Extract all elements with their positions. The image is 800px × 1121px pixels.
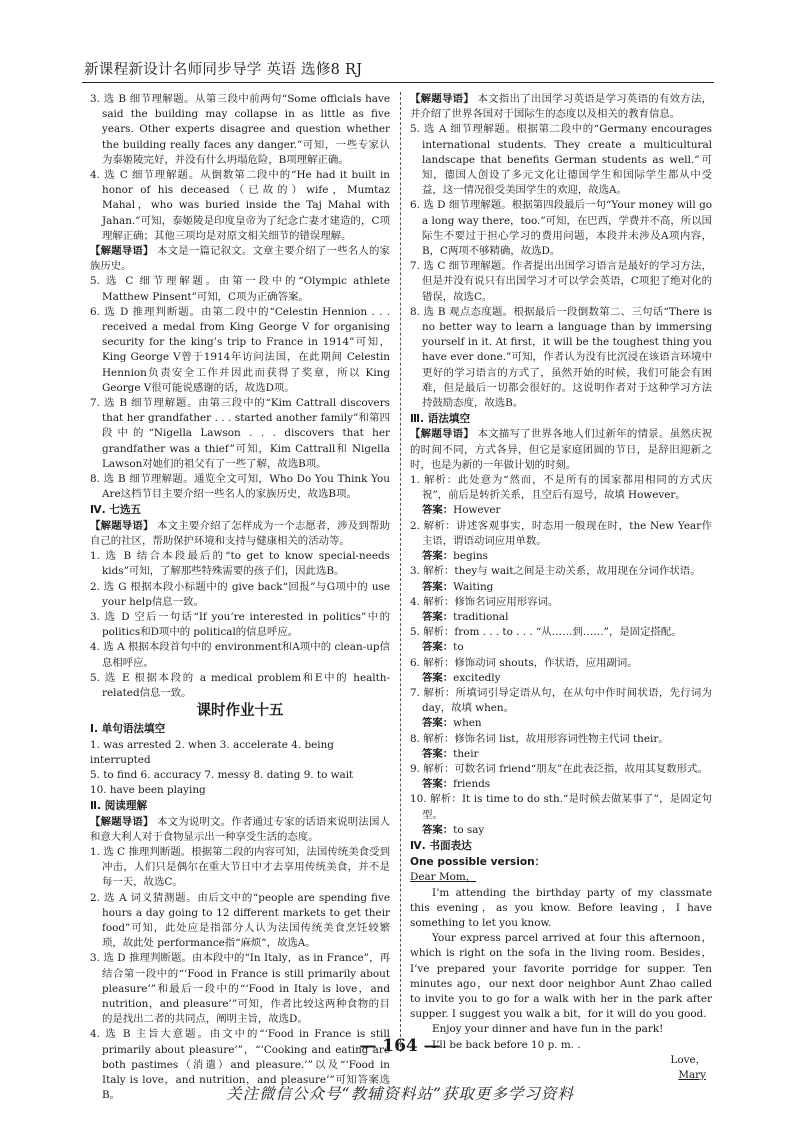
header-rule [82, 82, 714, 83]
answer-label: 答案： [422, 747, 454, 760]
letter-paragraph: Your express parcel arrived at four this afternoon，which is right on the sofa in the living room. Besides，I’ve prepared your favorite porridge for supper. Ten minutes ago，our next door neighbor Aunt Zhao called to invite you to go for a walk with her in the park after supper. I suggest you walk a bit，for it will do you good. [410, 932, 712, 1021]
grammar-explanation: 6. 解析：修饰动词 shouts，作状语，应用副词。 [410, 656, 638, 669]
answer-item: 3. 选 B 细节理解题。从第三段中前两句“Some officials have said the building may collapse in as little as five years. Other experts disagree and question whether the building really faces any danger.”可知，一些专家认为泰姬陵完好，并没有什么坍塌危险，B项理解正确。 [90, 93, 390, 166]
answer-item: 2. 选 A 词义猜测题。由后文中的“people are spending five hours a day going to 12 different markets to get their food”可知，此处应是指部分人认为法国传统美食烹饪较繁琐，故此处 performance指“麻烦”，故选A。 [90, 891, 390, 950]
guide-text: 本文是一篇记叙文。文章主要介绍了一些名人的家族历史。 [90, 245, 390, 273]
letter-greeting-text: Dear Mom， [410, 871, 477, 884]
grammar-explanation: 8. 解析：修饰名词 list，故用形容词性物主代词 their。 [410, 732, 669, 745]
answer-item: 5. 选 A 细节理解题。根据第二段中的“Germany encourages international students. They create a multicultural landscape that benefits German students as well.”可知，德国人创设了多元文化让德国学生和国际学生都从中受益，这一情况很受美国学生的欢迎，故选A。 [410, 123, 712, 197]
answer-item: 8. 选 B 细节理解题。通览全文可知，Who Do You Think You Are这档节目主要介绍一些名人的家族历史，故选B项。 [90, 473, 390, 501]
version-label: One possible version： [410, 856, 546, 869]
answer-value: begins [453, 550, 488, 563]
answer-label: 答案： [422, 550, 454, 563]
answer-value: Waiting [453, 580, 494, 593]
answer-item: 8. 选 B 观点态度题。根据最后一段倒数第二、三句话“There is no better way to learn a language than by immersing yourself in it. At first，it will be the toughest thing you have ever done.”可知，作者认为没有比沉浸在该语言环境中更好的学习语言的方式了，虽然开始的时候，我们可能会有困难，但是最后一切都会很好的。这说明作者对于这种学习方法持鼓励态度，故选B。 [410, 305, 712, 410]
answer-item: 2. 选 G 根据本段小标题中的 give back“回报”与G项中的 use your help信息一致。 [90, 580, 390, 608]
grammar-explanation: 4. 解析：修饰名词应用形容词。 [410, 595, 559, 608]
grammar-answer [410, 503, 712, 518]
letter-paragraph: I’m attending the birthday party of my classmate this evening，as you know. Before leaving，I have something to let you know. [410, 886, 712, 929]
answer-value: to [453, 641, 464, 654]
letter-signature-text: Mary [678, 1069, 706, 1081]
guide-note [90, 244, 390, 274]
grammar-answer [410, 549, 712, 564]
grammar-explanation: 9. 解析：可数名词 friend“朋友”在此表泛指，故用其复数形式。 [410, 762, 708, 775]
letter-paragraph: I’ll be back before 10 p. m. . [432, 1038, 581, 1051]
grammar-answer [410, 671, 712, 686]
grammar-answer [410, 640, 712, 655]
column-divider [400, 92, 401, 1052]
guide-label: 【解题导语】 [90, 519, 154, 532]
section-heading: Ⅳ. 书面表达 [410, 839, 472, 852]
grammar-explanation: 10. 解析：It is time to do sth.“是时候去做某事了”，是固定句型。 [410, 793, 712, 821]
guide-text: 本文为说明文。作者通过专家的话语来说明法国人和意大利人对于食物显示出一种享受生活的态度。 [90, 815, 390, 843]
guide-label: 【解题导语】 [90, 815, 154, 828]
guide-note [410, 92, 712, 122]
answer-item: 4. 选 C 细节理解题。从倒数第二段中的“He had it built in honor of his deceased（已故的）wife，Mumtaz Mahal，who was buried inside the Taj Mahal with Jahan.”可知，泰姬陵是印度皇帝为了纪念亡妻才建造的，C项理解正确；其他三项均是对原文相关细节的错误理解。 [90, 169, 390, 242]
answer-item: 4. 选 B 主旨大意题。由文中的“‘Food in France is still primarily about pleasure’”，“‘Cooking and eating are both pastimes（消遣）and pleasure.’”以及“‘Food in Italy is love，and nutrition，and pleasure’”可知答案选B。 [90, 1028, 390, 1102]
grammar-answer [410, 823, 712, 838]
letter-greeting [410, 870, 712, 885]
guide-label: 【解题导语】 [410, 428, 475, 441]
guide-label: 【解题导语】 [410, 93, 475, 105]
guide-note [90, 815, 390, 845]
guide-note [410, 427, 712, 473]
answer-item: 1. 选 C 推理判断题。根据第二段的内容可知，法国传统美食受到冲击，人们只是偶尔在重大节日中才去享用传统美食，并不是每一天，故选C。 [90, 845, 390, 889]
answer-value: traditional [453, 610, 509, 623]
footer-note: 关注微信公众号“教辅资料站”获取更多学习资料 [226, 1085, 574, 1103]
grammar-answer [410, 716, 712, 731]
answer-item: 4. 选 A 根据本段首句中的 environment和A项中的 clean-up信息相呼应。 [90, 641, 390, 669]
section-heading: Ⅰ. 单句语法填空 [90, 723, 166, 736]
answer-value: friends [453, 778, 491, 791]
guide-text: 本文指出了出国学习英语是学习英语的有效方法，并介绍了世界各国对于国际生的态度以及相关的教育信息。 [410, 93, 712, 121]
answer-value: their [453, 747, 479, 760]
answer-label: 答案： [422, 580, 454, 593]
letter-paragraph: Enjoy your dinner and have fun in the park! [432, 1023, 664, 1036]
right-column [410, 92, 712, 1083]
answer-item: 3. 选 D 推理判断题。由本段中的“In Italy，as in France”，再结合第一段中的“‘Food in France is still primarily about pleasure’”和最后一段中的“‘Food in Italy is love，and nutrition，and pleasure’”可知，作者比较这两种食物的目的是找出二者的共同点，阐明主旨，故选D。 [90, 952, 390, 1026]
answer-label: 答案： [422, 504, 454, 517]
answer-item: 6. 选 D 细节理解题。根据第四段最后一句“Your money will go a long way there，too.”可知，在巴西，学费并不高，所以国际生不要过于担心学习的费用问题，本段并未涉及A项内容，B，C两项不够精确，故选D。 [410, 199, 712, 258]
grammar-explanation: 1. 解析：此处意为“然而，不是所有的国家都用相同的方式庆祝”，前后是转折关系，且空后有逗号，故填 However。 [410, 474, 712, 502]
guide-text: 本文描写了世界各地人们过新年的情景。虽然庆祝的时间不同，方式各异，但它是家庭团圆的节日，是辞旧迎新之时，也是为新的一年做计划的时刻。 [410, 428, 712, 471]
section-heading: Ⅳ. 七选五 [90, 504, 142, 517]
left-column [90, 92, 390, 1103]
guide-note [90, 519, 390, 549]
homework-title: 课时作业十五 [196, 703, 284, 720]
section-heading: Ⅱ. 阅读理解 [90, 800, 148, 813]
answer-item: 5. 选 E 根据本段的 a medical problem和E中的 health-related信息一致。 [90, 671, 390, 699]
answer-value: However [453, 504, 501, 517]
grammar-answer [410, 610, 712, 625]
grammar-explanation: 7. 解析：所填词引导定语从句，在从句中作时间状语，先行词为 day，故填 when。 [410, 686, 712, 715]
answer-item: 5. 选 C 细节理解题。由第一段中的“Olympic athlete Matthew Pinsent”可知，C项为正确答案。 [90, 275, 390, 303]
answer-label: 答案： [422, 671, 454, 684]
answer-value: to say [453, 823, 485, 836]
grammar-explanation: 3. 解析：they与 wait之间是主动关系，故用现在分词作状语。 [410, 565, 701, 578]
answer-value: excitedly [453, 671, 501, 684]
grammar-answer-line: 5. to find 6. accuracy 7. messy 8. dating 9. to wait [90, 768, 354, 781]
page-number: — 164 — [359, 1036, 441, 1056]
answer-item: 1. 选 B 结合本段最后的“to get to know special-needs kids”可知，了解那些特殊需要的孩子们，因此选B。 [90, 550, 390, 578]
answer-label: 答案： [422, 610, 454, 623]
answer-item: 7. 选 C 细节理解题。作者提出出国学习语言是最好的学习方法，但是并没有说只有出国学习才可以学会英语，C项犯了绝对化的错误，故选C。 [410, 260, 712, 303]
letter-signature [410, 1068, 712, 1083]
answer-item: 6. 选 D 推理判断题。由第二段中的“Celestin Hennion . . . received a medal from King George V for organising security for the king’s trip to France in 1914”可知，King George V曾于1914年访问法国，在此期间 Celestin Hennion负责安全工作并因此而获得了奖章，所以 King George V很可能说感谢的话，故选D项。 [90, 305, 390, 394]
page-header: 新课程新设计名师同步导学 英语 选修8 RJ [84, 62, 363, 78]
answer-value: when [453, 717, 482, 730]
grammar-answer [410, 580, 712, 595]
grammar-answer [410, 747, 712, 762]
answer-label: 答案： [422, 641, 454, 654]
answer-label: 答案： [422, 717, 454, 730]
answer-item: 7. 选 B 细节理解题。由第三段中的“Kim Cattrall discovers that her grandfather . . . started another family”和第四段中的“Nigella Lawson . . . discovers that her grandfather was a thief”可知，Kim Cattrall和 Nigella Lawson对她们的祖父有了一些了解，故选B项。 [90, 397, 390, 470]
grammar-answer [410, 777, 712, 792]
grammar-answer-line: 1. was arrested 2. when 3. accelerate 4. being interrupted [90, 738, 334, 766]
guide-text: 本文主要介绍了怎样成为一个志愿者，涉及到帮助自己的社区，帮助保护环境和支持与健康相关的活动等。 [90, 519, 390, 547]
grammar-explanation: 2. 解析：讲述客观事实，时态用一般现在时，the New Year作主语，谓语动词应用单数。 [410, 519, 712, 547]
section-heading: Ⅲ. 语法填空 [410, 413, 471, 426]
letter-closing: Love， [670, 1053, 706, 1066]
answer-label: 答案： [422, 823, 454, 836]
answer-item: 3. 选 D 空后一句话“If you’re interested in politics”中的 politics和D项中的 political的信息呼应。 [90, 610, 390, 639]
grammar-explanation: 5. 解析：from . . . to . . . “从……到……”，是固定搭配。 [410, 626, 682, 639]
grammar-answer-line: 10. have been playing [90, 784, 206, 797]
answer-label: 答案： [422, 778, 454, 791]
guide-label: 【解题导语】 [90, 245, 154, 258]
